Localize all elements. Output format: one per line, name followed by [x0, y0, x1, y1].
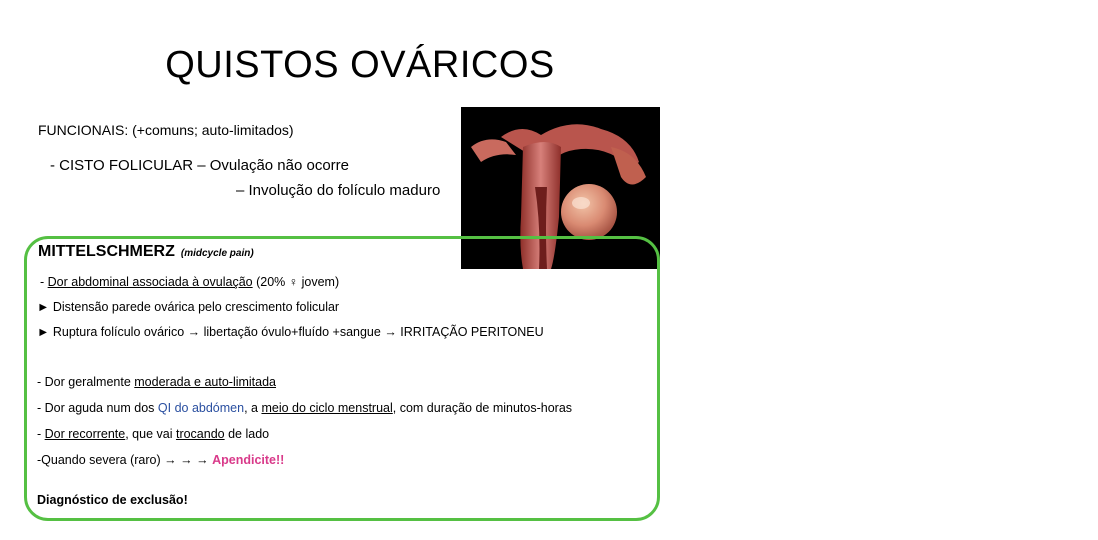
underlined-text: meio do ciclo menstrual: [261, 401, 393, 415]
ovary-label: Ovary: [1079, 294, 1098, 301]
diagnostico-line: Diagnóstico de exclusão!: [37, 493, 188, 507]
ruptura-line: [37, 325, 544, 339]
suffix-text: de lado: [224, 427, 270, 441]
mittelschmerz-subtitle: (midcycle pain): [180, 248, 254, 259]
line-prefix: - Dor aguda num dos: [37, 401, 158, 415]
duration-text: , com duração de minutos-horas: [392, 401, 573, 415]
arrow-icon: →: [187, 325, 201, 339]
separator-text: , a: [244, 401, 262, 415]
cisto-folicular-line: - CISTO FOLICULAR – Ovulação não ocorre: [50, 157, 350, 174]
underlined-text: trocando: [175, 427, 225, 441]
line-prefix: - Dor geralmente: [37, 375, 135, 389]
line-prefix: -: [40, 275, 48, 289]
involucao-line: – Involução do folículo maduro: [236, 182, 441, 199]
arrow-icon: →: [164, 453, 177, 467]
dor-recorrente-line: [37, 427, 269, 441]
line-prefix: -: [37, 427, 45, 441]
ruptura-text: ► Ruptura folículo ovárico: [37, 325, 188, 339]
page-title: QUISTOS OVÁRICOS: [165, 44, 555, 86]
qi-abdomen-text: QI do abdómen: [157, 401, 245, 415]
prevalence-text: (20% ♀ jovem): [252, 275, 340, 289]
arrow-icon: →: [180, 453, 193, 467]
funcionais-label: FUNCIONAIS:: [38, 122, 129, 138]
distensao-line: ► Distensão parede ovárica pelo crescimento folicular: [37, 300, 340, 314]
underlined-text: Dor abdominal associada à ovulação: [47, 275, 253, 289]
arrow-icon: →: [196, 453, 209, 467]
arrow-icon: →: [384, 325, 397, 339]
libertacao-text: libertação óvulo+fluído +sangue: [200, 325, 385, 339]
dor-moderada-line: [37, 375, 276, 389]
mittelschmerz-title: MITTELSCHMERZ: [38, 243, 175, 260]
underlined-text: Dor recorrente: [44, 427, 126, 441]
mid-text: , que vai: [125, 427, 176, 441]
follicular-cyst-label: Follicular cyst: [1054, 348, 1083, 362]
underlined-text: moderada e auto-limitada: [134, 375, 277, 389]
severa-line: [37, 453, 284, 467]
ovulation-pain-line: [40, 275, 339, 289]
dor-aguda-line: [37, 401, 572, 415]
mittelschmerz-heading: [38, 243, 254, 261]
apendicite-text: Apendicite!!: [212, 453, 285, 467]
funcionais-note: (+comuns; auto-limitados): [128, 122, 294, 138]
irritacao-text: IRRITAÇÃO PERITONEU: [396, 325, 544, 339]
line-prefix: -Quando severa (raro): [37, 453, 165, 467]
funcionais-line: [38, 122, 294, 138]
